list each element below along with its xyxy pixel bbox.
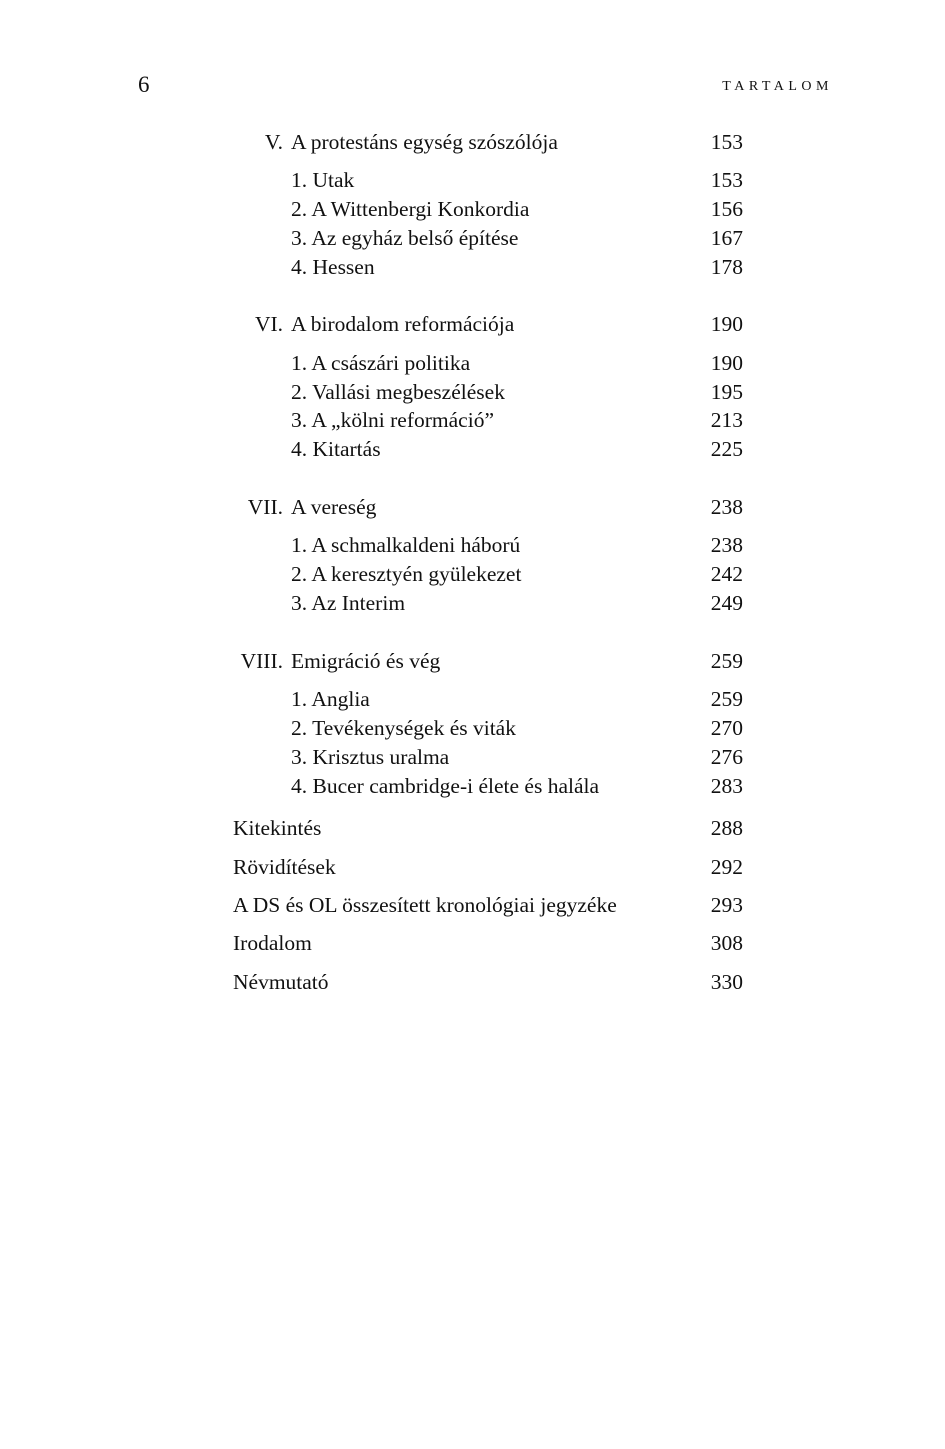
section-title: 4. Bucer cambridge-i élete és halála bbox=[291, 774, 600, 798]
toc-section[interactable] bbox=[0, 531, 945, 560]
back-matter-title: Névmutató bbox=[233, 970, 329, 994]
section-page: 276 bbox=[710, 745, 743, 769]
toc-section[interactable] bbox=[0, 589, 945, 618]
chapter-page: 190 bbox=[710, 312, 743, 336]
section-title: 2. Vallási megbeszélések bbox=[291, 380, 505, 404]
section-title: 3. Az Interim bbox=[291, 591, 406, 615]
section-page: 283 bbox=[710, 774, 743, 798]
toc-section[interactable] bbox=[0, 253, 945, 282]
section-title: 1. A császári politika bbox=[291, 351, 471, 375]
toc-chapter-viii[interactable] bbox=[0, 647, 945, 676]
chapter-page: 259 bbox=[710, 649, 743, 673]
chapter-numeral: VI. bbox=[254, 312, 283, 336]
chapter-title: A protestáns egység szószólója bbox=[291, 130, 558, 154]
toc-chapter-v[interactable] bbox=[0, 128, 945, 157]
toc-section[interactable] bbox=[0, 378, 945, 407]
section-page: 195 bbox=[710, 380, 743, 404]
chapter-numeral: VII. bbox=[247, 495, 283, 519]
section-title: 3. A „kölni reformáció” bbox=[291, 408, 494, 432]
section-title: 4. Kitartás bbox=[291, 437, 381, 461]
section-page: 178 bbox=[710, 255, 743, 279]
running-head: TARTALOM bbox=[722, 79, 833, 94]
section-page: 190 bbox=[710, 351, 743, 375]
back-matter-page: 308 bbox=[710, 931, 743, 955]
section-page: 213 bbox=[710, 408, 743, 432]
toc-back-matter-item[interactable] bbox=[0, 891, 945, 920]
toc-back-matter-item[interactable] bbox=[0, 814, 945, 843]
chapter-numeral: V. bbox=[264, 130, 283, 154]
back-matter-title: Kitekintés bbox=[233, 816, 322, 840]
toc-chapter-vi[interactable] bbox=[0, 310, 945, 339]
toc-section[interactable] bbox=[0, 714, 945, 743]
toc-section[interactable] bbox=[0, 406, 945, 435]
chapter-page: 153 bbox=[710, 130, 743, 154]
page-number: 6 bbox=[138, 72, 150, 97]
section-title: 3. Az egyház belső építése bbox=[291, 226, 519, 250]
section-page: 156 bbox=[710, 197, 743, 221]
section-page: 225 bbox=[710, 437, 743, 461]
section-title: 1. A schmalkaldeni háború bbox=[291, 533, 521, 557]
toc-chapter-vii[interactable] bbox=[0, 493, 945, 522]
toc-section[interactable] bbox=[0, 743, 945, 772]
back-matter-title: A DS és OL összesített kronológiai jegyzéke bbox=[233, 893, 617, 917]
back-matter-title: Rövidítések bbox=[233, 855, 336, 879]
back-matter-page: 292 bbox=[710, 855, 743, 879]
section-title: 1. Utak bbox=[291, 168, 355, 192]
back-matter-title: Irodalom bbox=[233, 931, 312, 955]
toc-section[interactable] bbox=[0, 349, 945, 378]
back-matter-page: 293 bbox=[710, 893, 743, 917]
toc-section[interactable] bbox=[0, 166, 945, 195]
section-page: 249 bbox=[710, 591, 743, 615]
section-title: 2. Tevékenységek és viták bbox=[291, 716, 516, 740]
toc-section[interactable] bbox=[0, 560, 945, 589]
section-title: 2. A keresztyén gyülekezet bbox=[291, 562, 522, 586]
section-page: 238 bbox=[710, 533, 743, 557]
chapter-title: A vereség bbox=[291, 495, 377, 519]
toc-back-matter-item[interactable] bbox=[0, 929, 945, 958]
section-title: 1. Anglia bbox=[291, 687, 370, 711]
toc-section[interactable] bbox=[0, 195, 945, 224]
section-page: 259 bbox=[710, 687, 743, 711]
toc-section[interactable] bbox=[0, 772, 945, 801]
chapter-numeral: VIII. bbox=[240, 649, 283, 673]
chapter-title: Emigráció és vég bbox=[291, 649, 441, 673]
section-title: 4. Hessen bbox=[291, 255, 375, 279]
section-title: 2. A Wittenbergi Konkordia bbox=[291, 197, 530, 221]
toc-back-matter-item[interactable] bbox=[0, 853, 945, 882]
toc-back-matter-item[interactable] bbox=[0, 968, 945, 997]
section-page: 270 bbox=[710, 716, 743, 740]
section-page: 242 bbox=[710, 562, 743, 586]
toc-section[interactable] bbox=[0, 435, 945, 464]
toc-section[interactable] bbox=[0, 685, 945, 714]
chapter-page: 238 bbox=[710, 495, 743, 519]
section-title: 3. Krisztus uralma bbox=[291, 745, 450, 769]
back-matter-page: 330 bbox=[710, 970, 743, 994]
back-matter-page: 288 bbox=[710, 816, 743, 840]
section-page: 167 bbox=[710, 226, 743, 250]
toc-section[interactable] bbox=[0, 224, 945, 253]
chapter-title: A birodalom reformációja bbox=[291, 312, 515, 336]
section-page: 153 bbox=[710, 168, 743, 192]
